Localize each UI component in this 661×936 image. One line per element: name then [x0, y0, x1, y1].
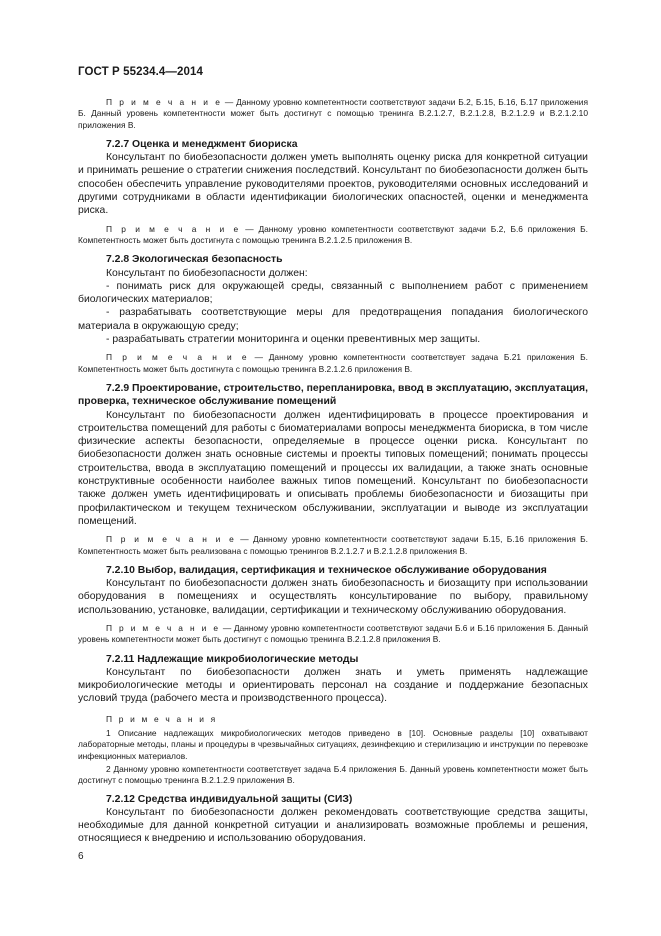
section-7-2-8: [78, 253, 588, 375]
note-label: П р и м е ч а н и е: [106, 352, 249, 363]
list-item: - разрабатывать соответствующие меры для предотвращения попадания биологического материала в окружающую среду;: [78, 307, 588, 332]
section-body: Консультант по биобезопасности должен рекомендовать соответствующие средства защиты, необходимые для данной конкретной ситуации и анализировать возможные проблемы и решения, относящиеся к внедрению и использованию оборудования.: [78, 806, 588, 845]
page-number: 6: [78, 851, 84, 862]
note-label: П р и м е ч а н и е: [106, 223, 241, 234]
note-text: — Данному уровню компетентности соответствуют задачи Б.6 и Б.16 приложения Б. Данный уровень компетентности может быть достигнут с помощью тренинга В.2.1.2.8 приложения В.: [78, 622, 588, 645]
note-item: 1 Описание надлежащих микробиологических методов приведено в [10]. Основные разделы [10] охватывают лабораторные методы, планы и процедуры в чрезвычайных ситуациях, дезинфекцию и стерилизацию и инструкции по перевозке инфекционных материалов.: [78, 728, 588, 761]
page-content: [78, 97, 588, 852]
section-note: [78, 534, 588, 557]
section-heading: 7.2.9 Проектирование, строительство, перепланировка, ввод в эксплуатацию, эксплуатация, проверка, техническое обслуживание помещений: [78, 382, 588, 408]
section-heading: 7.2.12 Средства индивидуальной защиты (СИЗ): [106, 793, 353, 805]
note-text: — Данному уровню компетентности соответствуют задачи Б.2, Б.15, Б.16, Б.17 приложения Б. Данный уровень компетентности может быть достигнут с помощью тренинга В.2.1.2.7, В.2.1.2.8, В.2.1.2.9 и В.2.1.2.10 приложения В.: [78, 97, 588, 130]
section-heading: 7.2.10 Выбор, валидация, сертификация и техническое обслуживание оборудования: [106, 564, 547, 576]
section-7-2-11: [78, 653, 588, 787]
section-intro: Консультант по биобезопасности должен:: [106, 267, 308, 279]
note-text: — Данному уровню компетентности соответствуют задачи Б.2, Б.6 приложения Б. Компетентность может быть достигнута с помощью тренинга В.2.1.2.5 приложения В.: [78, 223, 588, 245]
section-body: Консультант по биобезопасности должен уметь выполнять оценку риска для конкретной ситуации и принимать решение о стратегии снижения последствий. Консультант по биобезопасности должен быть способен обеспечить управление руководителями проектов, руководителями основных исследований и другими сотрудниками в области идентификации биологических опасностей, оценки и менеджмента риска.: [78, 152, 588, 217]
section-7-2-12: [78, 793, 588, 846]
note-label: П р и м е ч а н и е: [106, 534, 236, 545]
note-text: — Данному уровню компетентности соответствуют задачи Б.15, Б.16 приложения Б. Компетентность может быть реализована с помощью тренингов В.2.1.2.7 и В.2.1.2.8 приложения В.: [78, 534, 589, 556]
section-note: [78, 623, 588, 646]
section-body: Консультант по биобезопасности должен идентифицировать в процессе проектирования и строительства помещений для работы с биоматериалами вопросы менеджмента биориска, в том числе физические аспекты безопасности, определяемые в процессе оценки риска. Консультант по биобезопасности должен знать основные системы и проекты типовых помещений; понимать процессы строительства, ввода в эксплуатацию помещений и процессы их валидации, а также знать основные конструктивные особенности наиболее важных типов помещений. Консультант по биобезопасности также должен уметь идентифицировать и описывать проблемы биобезопасности и биозащиты при профилактическом и текущем техническом обслуживании, эксплуатации и выводе из эксплуатации помещений.: [78, 409, 588, 527]
section-7-2-7: [78, 138, 588, 246]
section-note: [78, 224, 588, 247]
section-note: [78, 352, 588, 375]
section-body: Консультант по биобезопасности должен знать биобезопасность и биозащиту при использовании оборудования в помещениях и осуществлять консультирование по выбору, правильному использованию, установке, валидации, сертификации и техническому обслуживанию оборудования.: [78, 578, 588, 616]
note-label: П р и м е ч а н и е: [106, 97, 223, 107]
note-text: — Данному уровню компетентности соответствует задача Б.21 приложения Б. Компетентность может быть достигнута с помощью тренинга В.2.1.2.6 приложения В.: [78, 352, 588, 374]
note-intro: [78, 97, 588, 131]
note-item: 2 Данному уровню компетентности соответствует задача Б.4 приложения Б. Данный уровень компетентности может быть достигнут с помощью тренинга В.2.1.2.9 приложения В.: [78, 763, 588, 786]
section-7-2-9: [78, 382, 588, 557]
section-heading: 7.2.11 Надлежащие микробиологические методы: [106, 653, 359, 665]
section-heading: 7.2.8 Экологическая безопасность: [106, 254, 283, 266]
section-body: Консультант по биобезопасности должен знать и уметь применять надлежащие микробиологические методы и ориентировать персонал на создание и поддержание безопасных условий труда (рабочего места и производственного процесса).: [78, 666, 588, 705]
section-heading: 7.2.7 Оценка и менеджмент биориска: [106, 138, 298, 150]
section-7-2-10: [78, 564, 588, 646]
note-label: П р и м е ч а н и е: [106, 622, 221, 633]
document-header: ГОСТ Р 55234.4—2014: [78, 66, 203, 78]
list-item: - понимать риск для окружающей среды, связанный с выполнением работ с применением биологических материалов;: [78, 280, 588, 306]
list-item: - разрабатывать стратегии мониторинга и оценки превентивных мер защиты.: [106, 334, 481, 346]
notes-title: П р и м е ч а н и я: [106, 713, 218, 724]
